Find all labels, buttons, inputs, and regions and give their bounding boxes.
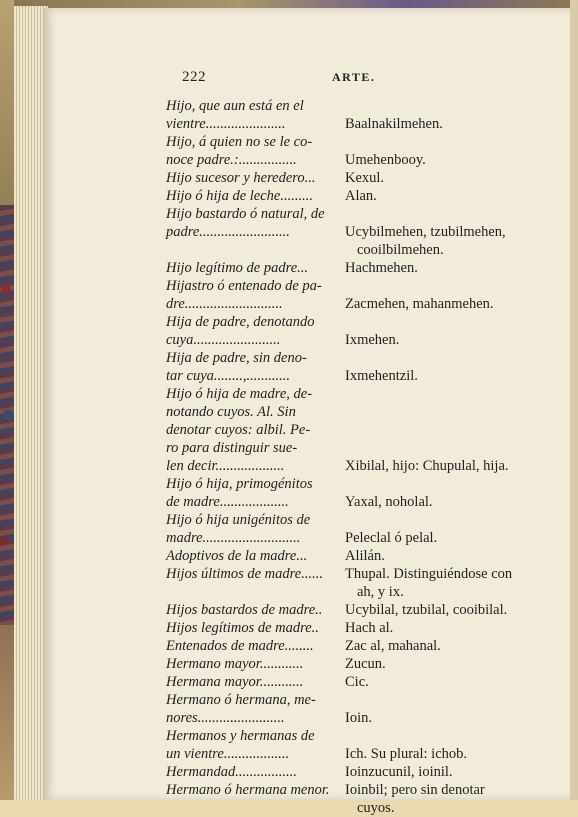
entry-spanish-line: Hijos últimos de madre......	[166, 566, 323, 582]
entry-spanish-line: Hijo ó hija unigénitos de	[166, 512, 311, 528]
entry-maya-line: Zucun.	[345, 656, 386, 672]
running-title: ARTE.	[332, 70, 376, 84]
entry-spanish-line: padre.........................	[166, 224, 290, 240]
entry-spanish-line: cuya........................	[166, 332, 281, 348]
entry-spanish-line: len decir...................	[166, 458, 285, 474]
entry-spanish-line: Hijos legítimos de madre..	[166, 620, 319, 636]
page-stack-edges	[14, 6, 48, 800]
entry-maya-line: Yaxal, noholal.	[345, 494, 433, 510]
entry-maya-line: Alilán.	[345, 548, 385, 564]
entry-spanish-line: Hermano mayor............	[166, 656, 304, 672]
entry-maya-line: Baalnakilmehen.	[345, 116, 443, 132]
entry-spanish-line: Hijo, que aun está en el	[166, 98, 304, 114]
entry-maya-line: Umehenbooy.	[345, 152, 426, 168]
entry-spanish-line: Hijo ó hija de leche.........	[166, 188, 313, 204]
entry-spanish-line: un vientre..................	[166, 746, 290, 762]
entry-spanish-line: Hijos bastardos de madre..	[166, 602, 323, 618]
entry-maya-line: Ioinzucunil, ioinil.	[345, 764, 453, 780]
entry-spanish-line: denotar cuyos: albil. Pe-	[166, 422, 311, 438]
entry-spanish-line: Hijo ó hija de madre, de-	[166, 386, 313, 402]
entry-maya-line: Thupal. Distinguiéndose con	[345, 566, 513, 582]
entry-spanish-line: Hija de padre, denotando	[166, 314, 315, 330]
entry-maya-line: cooilbilmehen.	[357, 242, 444, 258]
entry-spanish-line: Adoptivos de la madre...	[166, 548, 308, 564]
entry-maya-line: Cic.	[345, 674, 369, 690]
entry-spanish-line: Hijo sucesor y heredero...	[166, 170, 316, 186]
entry-spanish-line: nores........................	[166, 710, 285, 726]
entry-spanish-line: Hijo legítimo de padre...	[166, 260, 309, 276]
entry-maya-line: Hachmehen.	[345, 260, 418, 276]
entry-spanish-line: dre...........................	[166, 296, 283, 312]
entry-spanish-line: Hermano ó hermana menor.	[166, 782, 330, 798]
entry-maya-line: Zacmehen, mahanmehen.	[345, 296, 494, 312]
entry-maya-line: Zac al, mahanal.	[345, 638, 441, 654]
entry-spanish-line: de madre...................	[166, 494, 289, 510]
entry-spanish-line: Hijastro ó entenado de pa-	[166, 278, 322, 294]
entry-spanish-line: noce padre.:................	[166, 152, 297, 168]
entry-maya-line: Ioin.	[345, 710, 372, 726]
entry-spanish-line: notando cuyos. Al. Sin	[166, 404, 296, 420]
entry-maya-line: Ioinbil; pero sin denotar	[345, 782, 485, 798]
page-number: 222	[182, 69, 206, 85]
entry-spanish-line: Hermandad.................	[166, 764, 297, 780]
entry-spanish-line: Hermanos y hermanas de	[166, 728, 315, 744]
entry-spanish-line: Hijo bastardo ó natural, de	[166, 206, 325, 222]
entry-maya-line: Hach al.	[345, 620, 394, 636]
marbled-edge	[0, 205, 14, 625]
entry-maya-line: Ucybilmehen, tzubilmehen,	[345, 224, 506, 240]
entry-spanish-line: Entenados de madre........	[166, 638, 314, 654]
entry-spanish-line: vientre......................	[166, 116, 286, 132]
entry-maya-line: Alan.	[345, 188, 377, 204]
entry-spanish-line: Hijo ó hija, primogénitos	[166, 476, 313, 492]
book-page	[44, 8, 570, 800]
top-edge	[14, 0, 578, 8]
entry-spanish-line: Hija de padre, sin deno-	[166, 350, 307, 366]
page-right-edge	[570, 0, 578, 800]
entry-maya-line: ah, y ix.	[357, 584, 404, 600]
entry-maya-line: Ixmehen.	[345, 332, 400, 348]
page-header	[182, 69, 522, 89]
entry-maya-line: Ucybilal, tzubilal, cooibilal.	[345, 602, 508, 618]
entry-maya-line: Kexul.	[345, 170, 385, 186]
entry-maya-line: Xibilal, hijo: Chupulal, hija.	[345, 458, 509, 474]
entry-spanish-line: ro para distinguir sue-	[166, 440, 298, 456]
entry-spanish-line: tar cuya........,............	[166, 368, 291, 384]
entry-maya-line: cuyos.	[357, 800, 395, 816]
entry-spanish-line: Hermana mayor............	[166, 674, 304, 690]
entry-spanish-line: Hijo, á quien no se le co-	[166, 134, 313, 150]
entry-spanish-line: madre...........................	[166, 530, 301, 546]
entry-maya-line: Ich. Su plural: ichob.	[345, 746, 468, 762]
entry-maya-line: Ixmehentzil.	[345, 368, 418, 384]
entry-spanish-line: Hermano ó hermana, me-	[166, 692, 316, 708]
entry-maya-line: Peleclal ó pelal.	[345, 530, 438, 546]
